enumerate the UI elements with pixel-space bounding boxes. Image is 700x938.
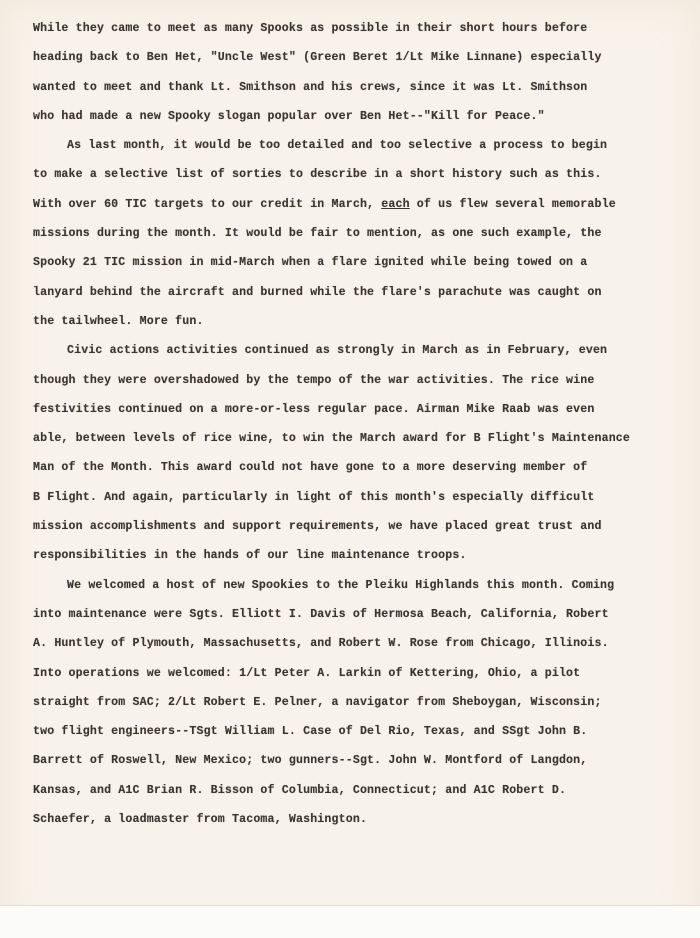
text-line: B Flight. And again, particularly in light of this month's especially difficult	[33, 490, 595, 504]
text-line: to make a selective list of sorties to describe in a short history such as this.	[33, 168, 602, 182]
text-line: into maintenance were Sgts. Elliott I. Davis of Hermosa Beach, California, Robert	[33, 607, 609, 621]
text-line: responsibilities in the hands of our line maintenance troops.	[33, 549, 467, 563]
text-line: Kansas, and A1C Brian R. Bisson of Columbia, Connecticut; and A1C Robert D.	[33, 783, 567, 797]
text-line: Barrett of Roswell, New Mexico; two gunners--Sgt. John W. Montford of Langdon,	[33, 754, 588, 768]
text-line: As last month, it would be too detailed and too selective a process to begin	[67, 139, 608, 153]
text-line: straight from SAC; 2/Lt Robert E. Pelner, a navigator from Sheboygan, Wisconsin;	[33, 695, 602, 709]
page-bottom-edge	[0, 905, 700, 938]
text-line: We welcomed a host of new Spookies to the Pleiku Highlands this month. Coming	[67, 578, 615, 592]
text-line: missions during the month. It would be fair to mention, as one such example, the	[33, 227, 602, 241]
paragraph-4	[33, 571, 673, 835]
paragraph-2	[33, 131, 673, 336]
text-line: though they were overshadowed by the tempo of the war activities. The rice wine	[33, 373, 595, 387]
text-line: heading back to Ben Het, "Uncle West" (Green Beret 1/Lt Mike Linnane) especially	[33, 51, 602, 65]
text-line: festivities continued on a more-or-less regular pace. Airman Mike Raab was even	[33, 402, 595, 416]
text-line: two flight engineers--TSgt William L. Case of Del Rio, Texas, and SSgt John B.	[33, 725, 588, 739]
text-line: mission accomplishments and support requirements, we have placed great trust and	[33, 520, 602, 534]
paragraph-3	[33, 336, 673, 570]
text-line: wanted to meet and thank Lt. Smithson and his crews, since it was Lt. Smithson	[33, 80, 588, 94]
text-line: lanyard behind the aircraft and burned while the flare's parachute was caught on	[33, 285, 602, 299]
text-line: Civic actions activities continued as strongly in March as in February, even	[67, 344, 608, 358]
text-line: With over 60 TIC targets to our credit in March, each of us flew several memorable	[33, 197, 616, 211]
text-line: the tailwheel. More fun.	[33, 314, 204, 328]
text-line: Schaefer, a loadmaster from Tacoma, Washington.	[33, 813, 368, 827]
text-line: Spooky 21 TIC mission in mid-March when a flare ignited while being towed on a	[33, 256, 588, 270]
text-line: A. Huntley of Plymouth, Massachusetts, and Robert W. Rose from Chicago, Illinois.	[33, 637, 609, 651]
text-line: Man of the Month. This award could not have gone to a more deserving member of	[33, 461, 588, 475]
text-line: Into operations we welcomed: 1/Lt Peter A. Larkin of Kettering, Ohio, a pilot	[33, 666, 581, 680]
paragraph-1	[33, 14, 673, 131]
document-body	[33, 14, 673, 834]
text-line: who had made a new Spooky slogan popular over Ben Het--"Kill for Peace."	[33, 109, 545, 123]
text-line: able, between levels of rice wine, to win the March award for B Flight's Maintenance	[33, 432, 631, 446]
text-line: While they came to meet as many Spooks as possible in their short hours before	[33, 22, 588, 35]
